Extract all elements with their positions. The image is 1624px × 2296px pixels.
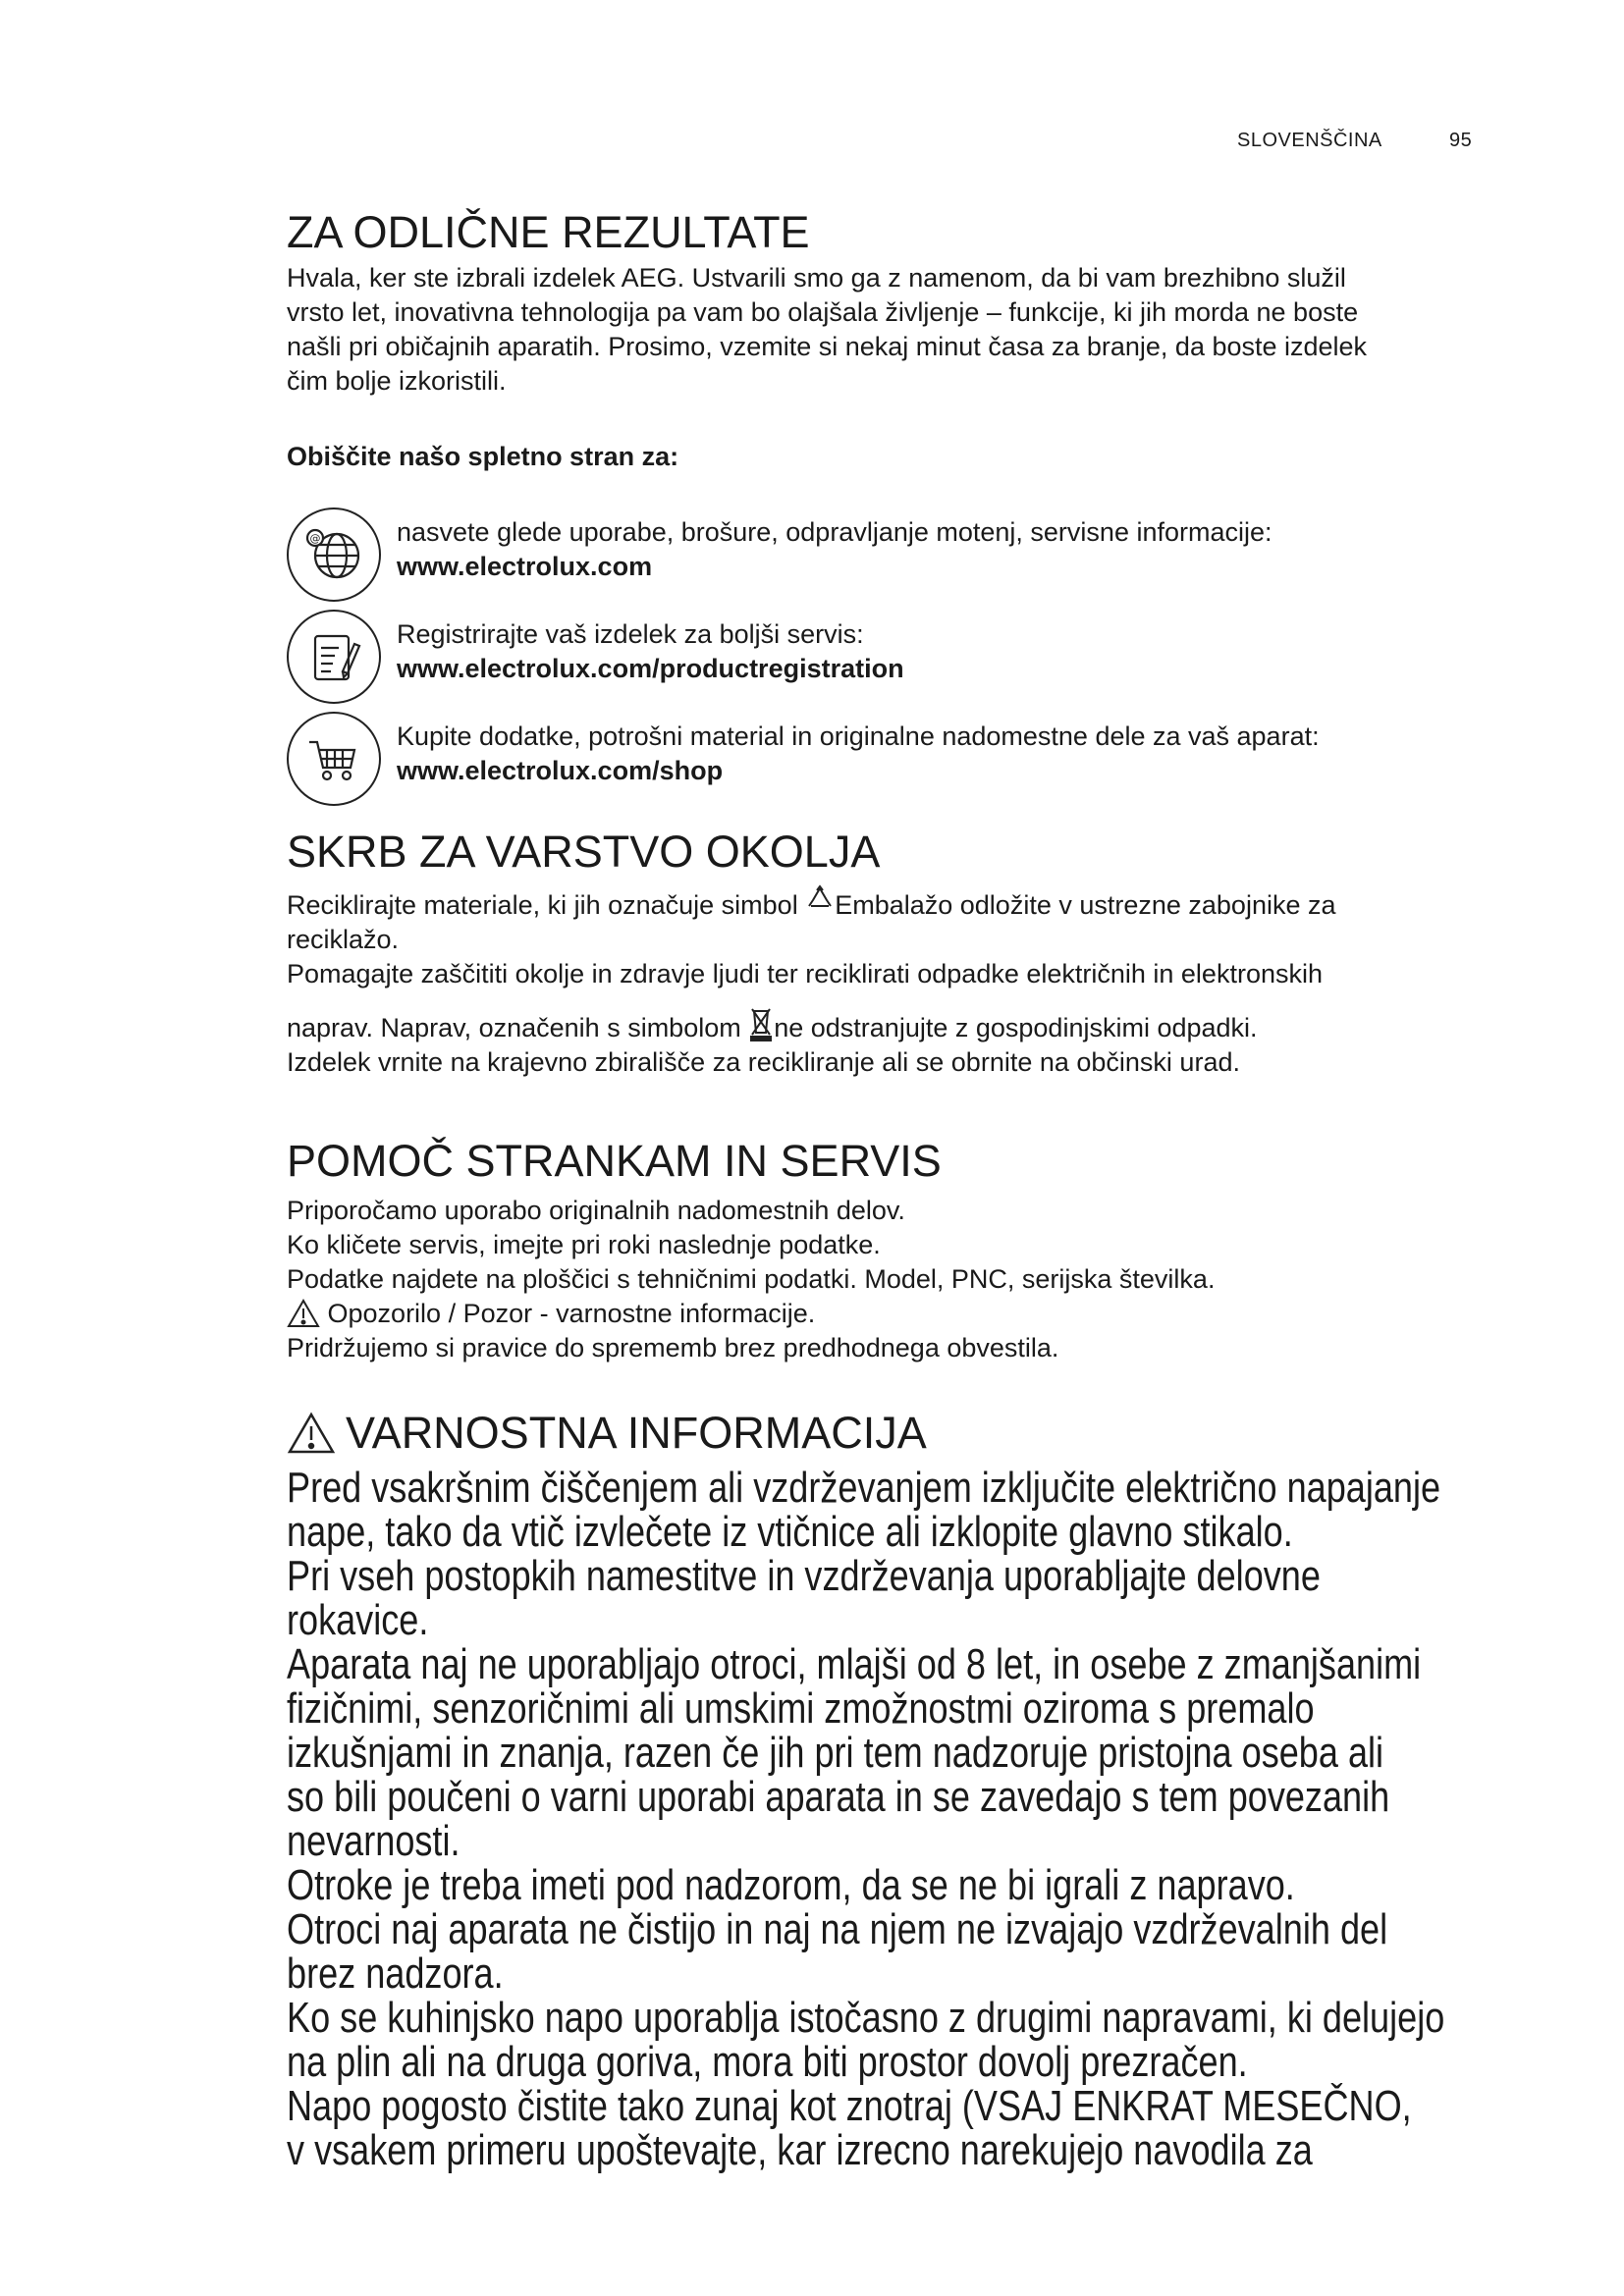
warning-icon xyxy=(287,1299,320,1328)
electrolux-link[interactable]: www.electrolux.com xyxy=(397,552,653,581)
recycle-icon xyxy=(805,884,835,920)
results-section xyxy=(287,206,1504,399)
safety-line: so bili poučeni o varni uporabi aparata in se zavedajo s tem povezanih xyxy=(287,1773,1390,1821)
registration-icon xyxy=(287,610,381,704)
safety-line: Aparata naj ne uporabljajo otroci, mlajši od 8 let, in osebe z zmanjšanimi xyxy=(287,1640,1422,1688)
service-text xyxy=(287,1194,1504,1365)
environment-line: Pomagajte zaščititi okolje in zdravje ljudi ter reciklirati odpadke električnih in elektronskih xyxy=(287,959,1323,988)
shop-link[interactable]: www.electrolux.com/shop xyxy=(397,756,724,785)
safety-line: Pri vseh postopkih namestitve in vzdrževanja uporabljajte delovne xyxy=(287,1552,1321,1600)
results-title: ZA ODLIČNE REZULTATE xyxy=(287,207,810,257)
safety-line: Otroke je treba imeti pod nadzorom, da se ne bi igrali z napravo. xyxy=(287,1861,1295,1909)
service-line: Priporočamo uporabo originalnih nadomestnih delov. xyxy=(287,1196,905,1225)
environment-text xyxy=(287,884,1504,1080)
service-line: Podatke najdete na ploščici s tehničnimi podatki. Model, PNC, serijska številka. xyxy=(287,1264,1216,1294)
results-line: Hvala, ker ste izbrali izdelek AEG. Ustvarili smo ga z namenom, da bi vam brezhibno služil xyxy=(287,263,1346,293)
page-header xyxy=(1218,130,1492,159)
page-number: 95 xyxy=(1449,130,1473,151)
results-line: vrsto let, inovativna tehnologija pa vam bo olajšala življenje – funkcije, ki jih morda ne boste xyxy=(287,297,1359,327)
results-intro xyxy=(287,261,1504,399)
service-line: Ko kličete servis, imejte pri roki naslednje podatke. xyxy=(287,1230,881,1259)
safety-line: Napo pogosto čistite tako zunaj kot znotraj (VSAJ ENKRAT MESEČNO, xyxy=(287,2082,1412,2130)
header-language: SLOVENŠČINA xyxy=(1237,130,1382,151)
safety-line: Otroci naj aparata ne čistijo in naj na njem ne izvajajo vzdrževalnih del xyxy=(287,1905,1388,1953)
service-title: POMOČ STRANKAM IN SERVIS xyxy=(287,1136,942,1186)
safety-line: fizičnimi, senzoričnimi ali umskimi zmožnostmi oziroma s premalo xyxy=(287,1684,1315,1733)
visit-item-shop xyxy=(287,706,1504,804)
service-line: Opozorilo / Pozor - varnostne informacije. xyxy=(327,1299,816,1328)
warning-icon xyxy=(287,1412,336,1455)
environment-line: Reciklirajte materiale, ki jih označuje simbol xyxy=(287,890,806,920)
cart-icon xyxy=(287,712,381,806)
service-section xyxy=(287,1135,1504,1365)
environment-title: SKRB ZA VARSTVO OKOLJA xyxy=(287,827,881,877)
visit-item-text: nasvete glede uporabe, brošure, odpravljanje motenj, servisne informacije: xyxy=(397,517,1272,547)
visit-item-text: Registrirajte vaš izdelek za boljši servis: xyxy=(397,619,864,649)
results-line: čim bolje izkoristili. xyxy=(287,366,507,396)
visit-item-registration xyxy=(287,604,1504,702)
service-line: Pridržujemo si pravice do sprememb brez predhodnega obvestila. xyxy=(287,1333,1059,1362)
environment-line: reciklažo. xyxy=(287,925,400,954)
results-line: našli pri običajnih aparatih. Prosimo, vzemite si nekaj minut časa za branje, da boste izdelek xyxy=(287,332,1368,361)
safety-line: v vsakem primeru upoštevajte, kar izrecno narekujejo navodila za xyxy=(287,2126,1313,2174)
environment-line: naprav. Naprav, označenih s simbolom xyxy=(287,1013,749,1042)
svg-text:@: @ xyxy=(309,532,321,545)
visit-item-support xyxy=(287,502,1504,600)
safety-line: nape, tako da vtič izvlečete iz vtičnice ali izklopite glavno stikalo. xyxy=(287,1508,1293,1556)
safety-line: Pred vsakršnim čiščenjem ali vzdrževanjem izključite električno napajanje xyxy=(287,1464,1441,1512)
visit-title: Obiščite našo spletno stran za: xyxy=(287,442,679,471)
safety-text xyxy=(287,1466,1446,2172)
safety-line: izkušnjami in znanja, razen če jih pri tem nadzoruje pristojna oseba ali xyxy=(287,1729,1384,1777)
visit-section xyxy=(287,442,1504,804)
environment-line: Izdelek vrnite na krajevno zbirališče za recikliranje ali se obrnite na občinski urad. xyxy=(287,1047,1240,1077)
environment-line: Embalažo odložite v ustrezne zabojnike za xyxy=(835,890,1336,920)
safety-line: brez nadzora. xyxy=(287,1949,504,1998)
safety-line: rokavice. xyxy=(287,1596,429,1644)
page-content xyxy=(287,206,1504,2172)
safety-title: VARNOSTNA INFORMACIJA xyxy=(346,1408,927,1458)
safety-line: Ko se kuhinjsko napo uporablja istočasno z drugimi napravami, ki delujejo xyxy=(287,1994,1445,2042)
product-registration-link[interactable]: www.electrolux.com/productregistration xyxy=(397,654,904,683)
environment-section xyxy=(287,826,1504,1080)
environment-line: ne odstranjujte z gospodinjskimi odpadki. xyxy=(774,1013,1258,1042)
weee-bin-icon xyxy=(748,1003,774,1042)
safety-line: nevarnosti. xyxy=(287,1817,460,1865)
visit-item-text: Kupite dodatke, potrošni material in originalne nadomestne dele za vaš aparat: xyxy=(397,721,1320,751)
globe-icon xyxy=(287,507,381,602)
safety-section xyxy=(287,1407,1504,2172)
safety-line: na plin ali na druga goriva, mora biti prostor dovolj prezračen. xyxy=(287,2038,1248,2086)
